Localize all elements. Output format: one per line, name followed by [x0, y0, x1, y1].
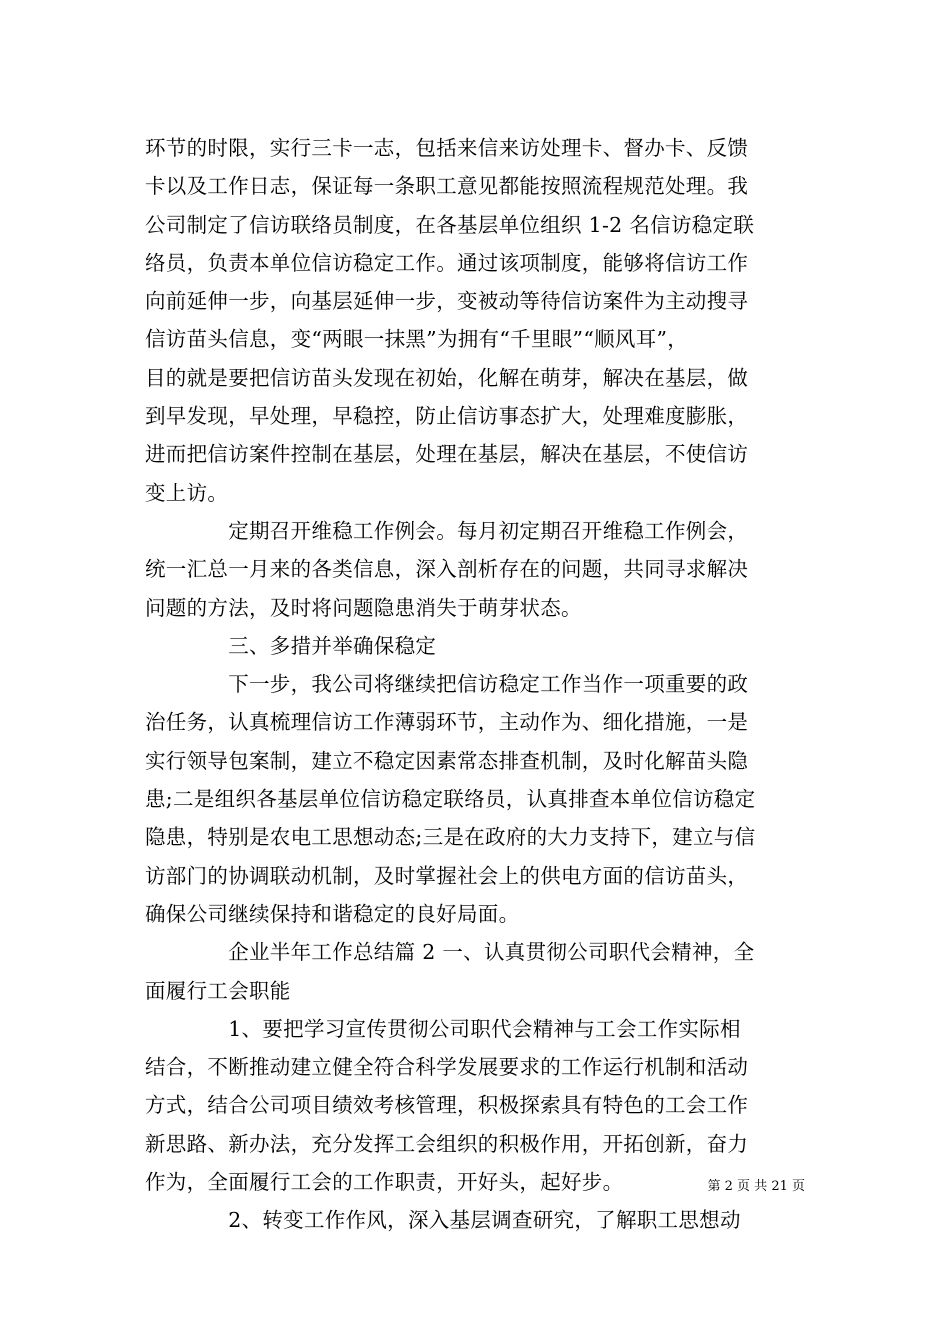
text-line: 下一步，我公司将继续把信访稳定工作当作一项重要的政: [145, 672, 749, 697]
text-line: 目的就是要把信访苗头发现在初始，化解在萌芽，解决在基层，做: [145, 365, 749, 390]
text-line: 隐患，特别是农电工思想动态;三是在政府的大力支持下，建立与信: [145, 825, 756, 850]
text-line: 变上访。: [145, 480, 229, 505]
text-line: 向前延伸一步，向基层延伸一步，变被动等待信访案件为主动搜寻: [145, 289, 749, 314]
text-line: 到早发现，早处理，早稳控，防止信访事态扩大，处理难度膨胀，: [145, 404, 749, 429]
page-number: 第 2 页 共 21 页: [707, 1179, 805, 1194]
text-line: 1、要把学习宣传贯彻公司职代会精神与工会工作实际相: [145, 1016, 741, 1041]
text-line: 面履行工会职能: [145, 978, 291, 1003]
text-line: 方式，结合公司项目绩效考核管理，积极探索具有特色的工会工作: [145, 1093, 749, 1118]
text-line: 实行领导包案制，建立不稳定因素常态排查机制，及时化解苗头隐: [145, 748, 749, 773]
text-line: 定期召开维稳工作例会。每月初定期召开维稳工作例会，: [145, 518, 749, 543]
text-line: 环节的时限，实行三卡一志，包括来信来访处理卡、督办卡、反馈: [145, 136, 749, 160]
text-line: 访部门的协调联动机制，及时掌握社会上的供电方面的信访苗头，: [145, 863, 749, 888]
text-line: 作为，全面履行工会的工作职责，开好头，起好步。: [145, 1170, 624, 1195]
text-line: 确保公司继续保持和谐稳定的良好局面。: [145, 901, 520, 926]
section-heading: 三、多措并举确保稳定: [145, 633, 437, 658]
text-line: 企业半年工作总结篇 2 一、认真贯彻公司职代会精神，全: [145, 940, 755, 965]
text-line: 信访苗头信息，变“两眼一抹黑”为拥有“千里眼”“顺风耳”，: [145, 327, 689, 352]
text-line: 卡以及工作日志，保证每一条职工意见都能按照流程规范处理。我: [145, 174, 749, 199]
text-line: 统一汇总一月来的各类信息，深入剖析存在的问题，共同寻求解决: [145, 557, 749, 582]
text-line: 治任务，认真梳理信访工作薄弱环节，主动作为、细化措施，一是: [145, 710, 749, 735]
body-text: [145, 129, 805, 1240]
text-line: 问题的方法，及时将问题隐患消失于萌芽状态。: [145, 595, 582, 620]
text-line: 公司制定了信访联络员制度，在各基层单位组织 1-2 名信访稳定联: [145, 212, 755, 237]
text-line: 进而把信访案件控制在基层，处理在基层，解决在基层，不使信访: [145, 442, 749, 467]
text-line: 新思路、新办法，充分发挥工会组织的积极作用，开拓创新，奋力: [145, 1131, 749, 1156]
text-line: 患;二是组织各基层单位信访稳定联络员，认真排查本单位信访稳定: [145, 787, 756, 812]
text-line: 络员，负责本单位信访稳定工作。通过该项制度，能够将信访工作: [145, 250, 749, 275]
text-line: 结合，不断推动建立健全符合科学发展要求的工作运行机制和活动: [145, 1055, 749, 1080]
text-line: 2、转变工作作风，深入基层调查研究，了解职工思想动: [145, 1208, 741, 1233]
